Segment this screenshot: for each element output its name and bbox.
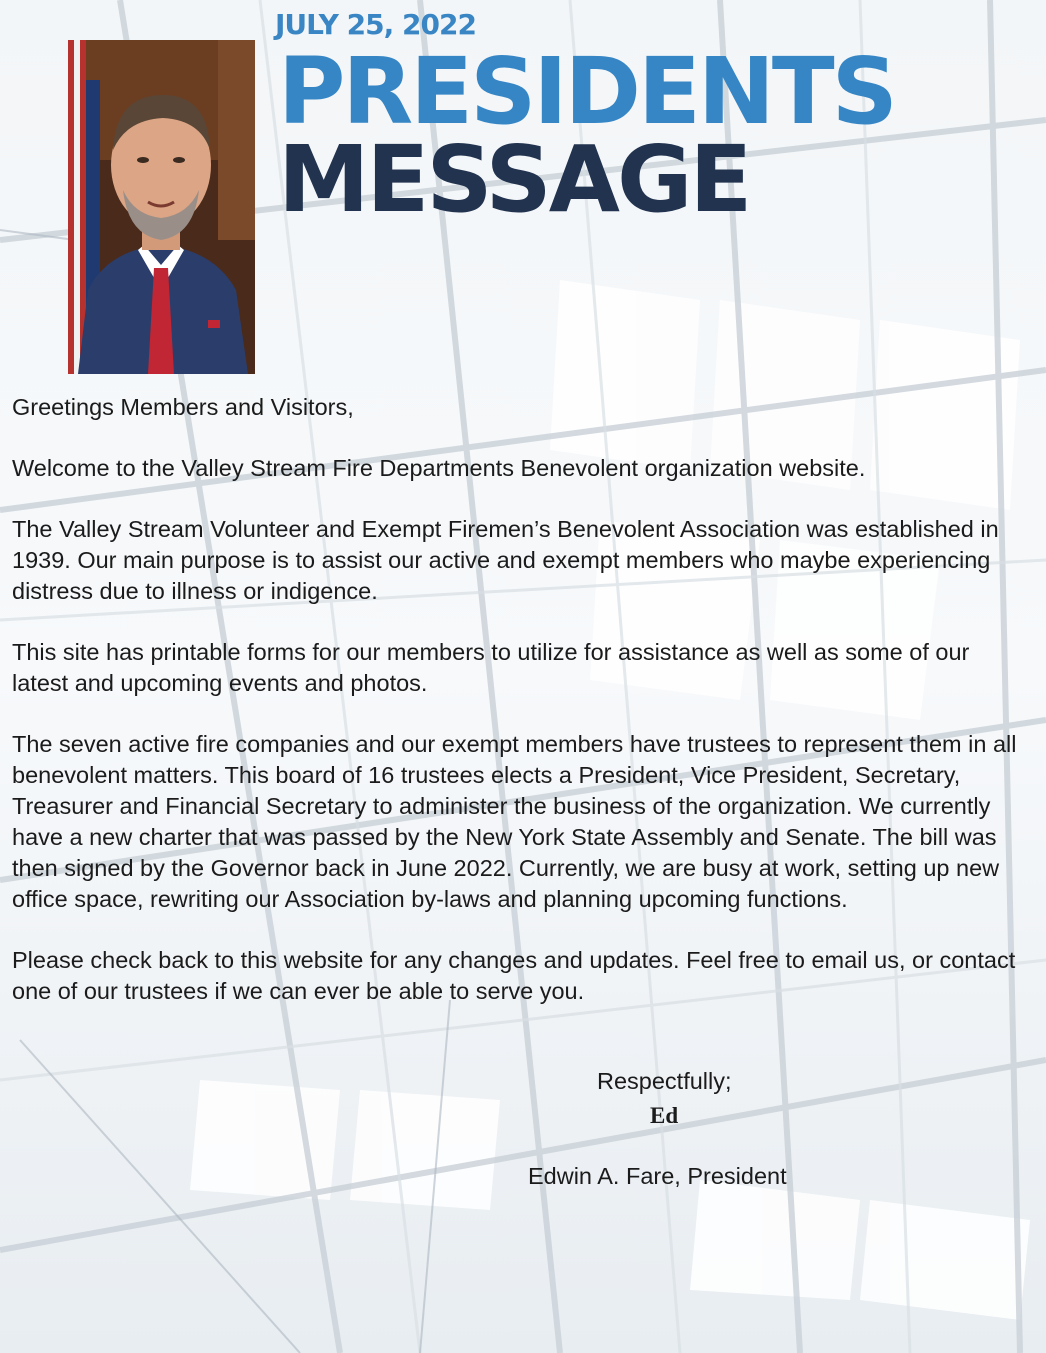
president-portrait bbox=[68, 40, 255, 374]
page-title-line1: PRESIDENTS bbox=[278, 38, 895, 145]
paragraph-history: The Valley Stream Volunteer and Exempt Firemen’s Benevolent Association was established in 1939. Our main purpose is to assist our active and exempt members who maybe experiencing distress due to illness or indigence. bbox=[12, 516, 999, 604]
signature: Ed bbox=[650, 1103, 679, 1128]
paragraph-contact: Please check back to this website for any changes and updates. Feel free to email us, or contact one of our trustees if we can ever be able to serve you. bbox=[12, 947, 1016, 1004]
closing: Respectfully; bbox=[597, 1068, 732, 1094]
page-title-line2: MESSAGE bbox=[278, 126, 750, 233]
signer-name: Edwin A. Fare, President bbox=[528, 1163, 787, 1189]
paragraph-site: This site has printable forms for our members to utilize for assistance as well as some of our latest and upcoming events and photos. bbox=[12, 639, 970, 696]
letter-body bbox=[12, 392, 1032, 1037]
message-date: JULY 25, 2022 bbox=[275, 8, 476, 41]
greeting: Greetings Members and Visitors, bbox=[12, 394, 354, 420]
paragraph-trustees: The seven active fire companies and our exempt members have trustees to represent them in all benevolent matters. This board of 16 trustees elects a President, Vice President, Secretary, Treasurer and Financial Secretary to administer the business of the organization. We currently have a new charter that was passed by the New York State Assembly and Senate. The bill was then signed by the Governor back in June 2022. Currently, we are busy at work, setting up new office space, rewriting our Association by-laws and planning upcoming functions. bbox=[12, 731, 1017, 912]
paragraph-welcome: Welcome to the Valley Stream Fire Departments Benevolent organization website. bbox=[12, 455, 866, 481]
